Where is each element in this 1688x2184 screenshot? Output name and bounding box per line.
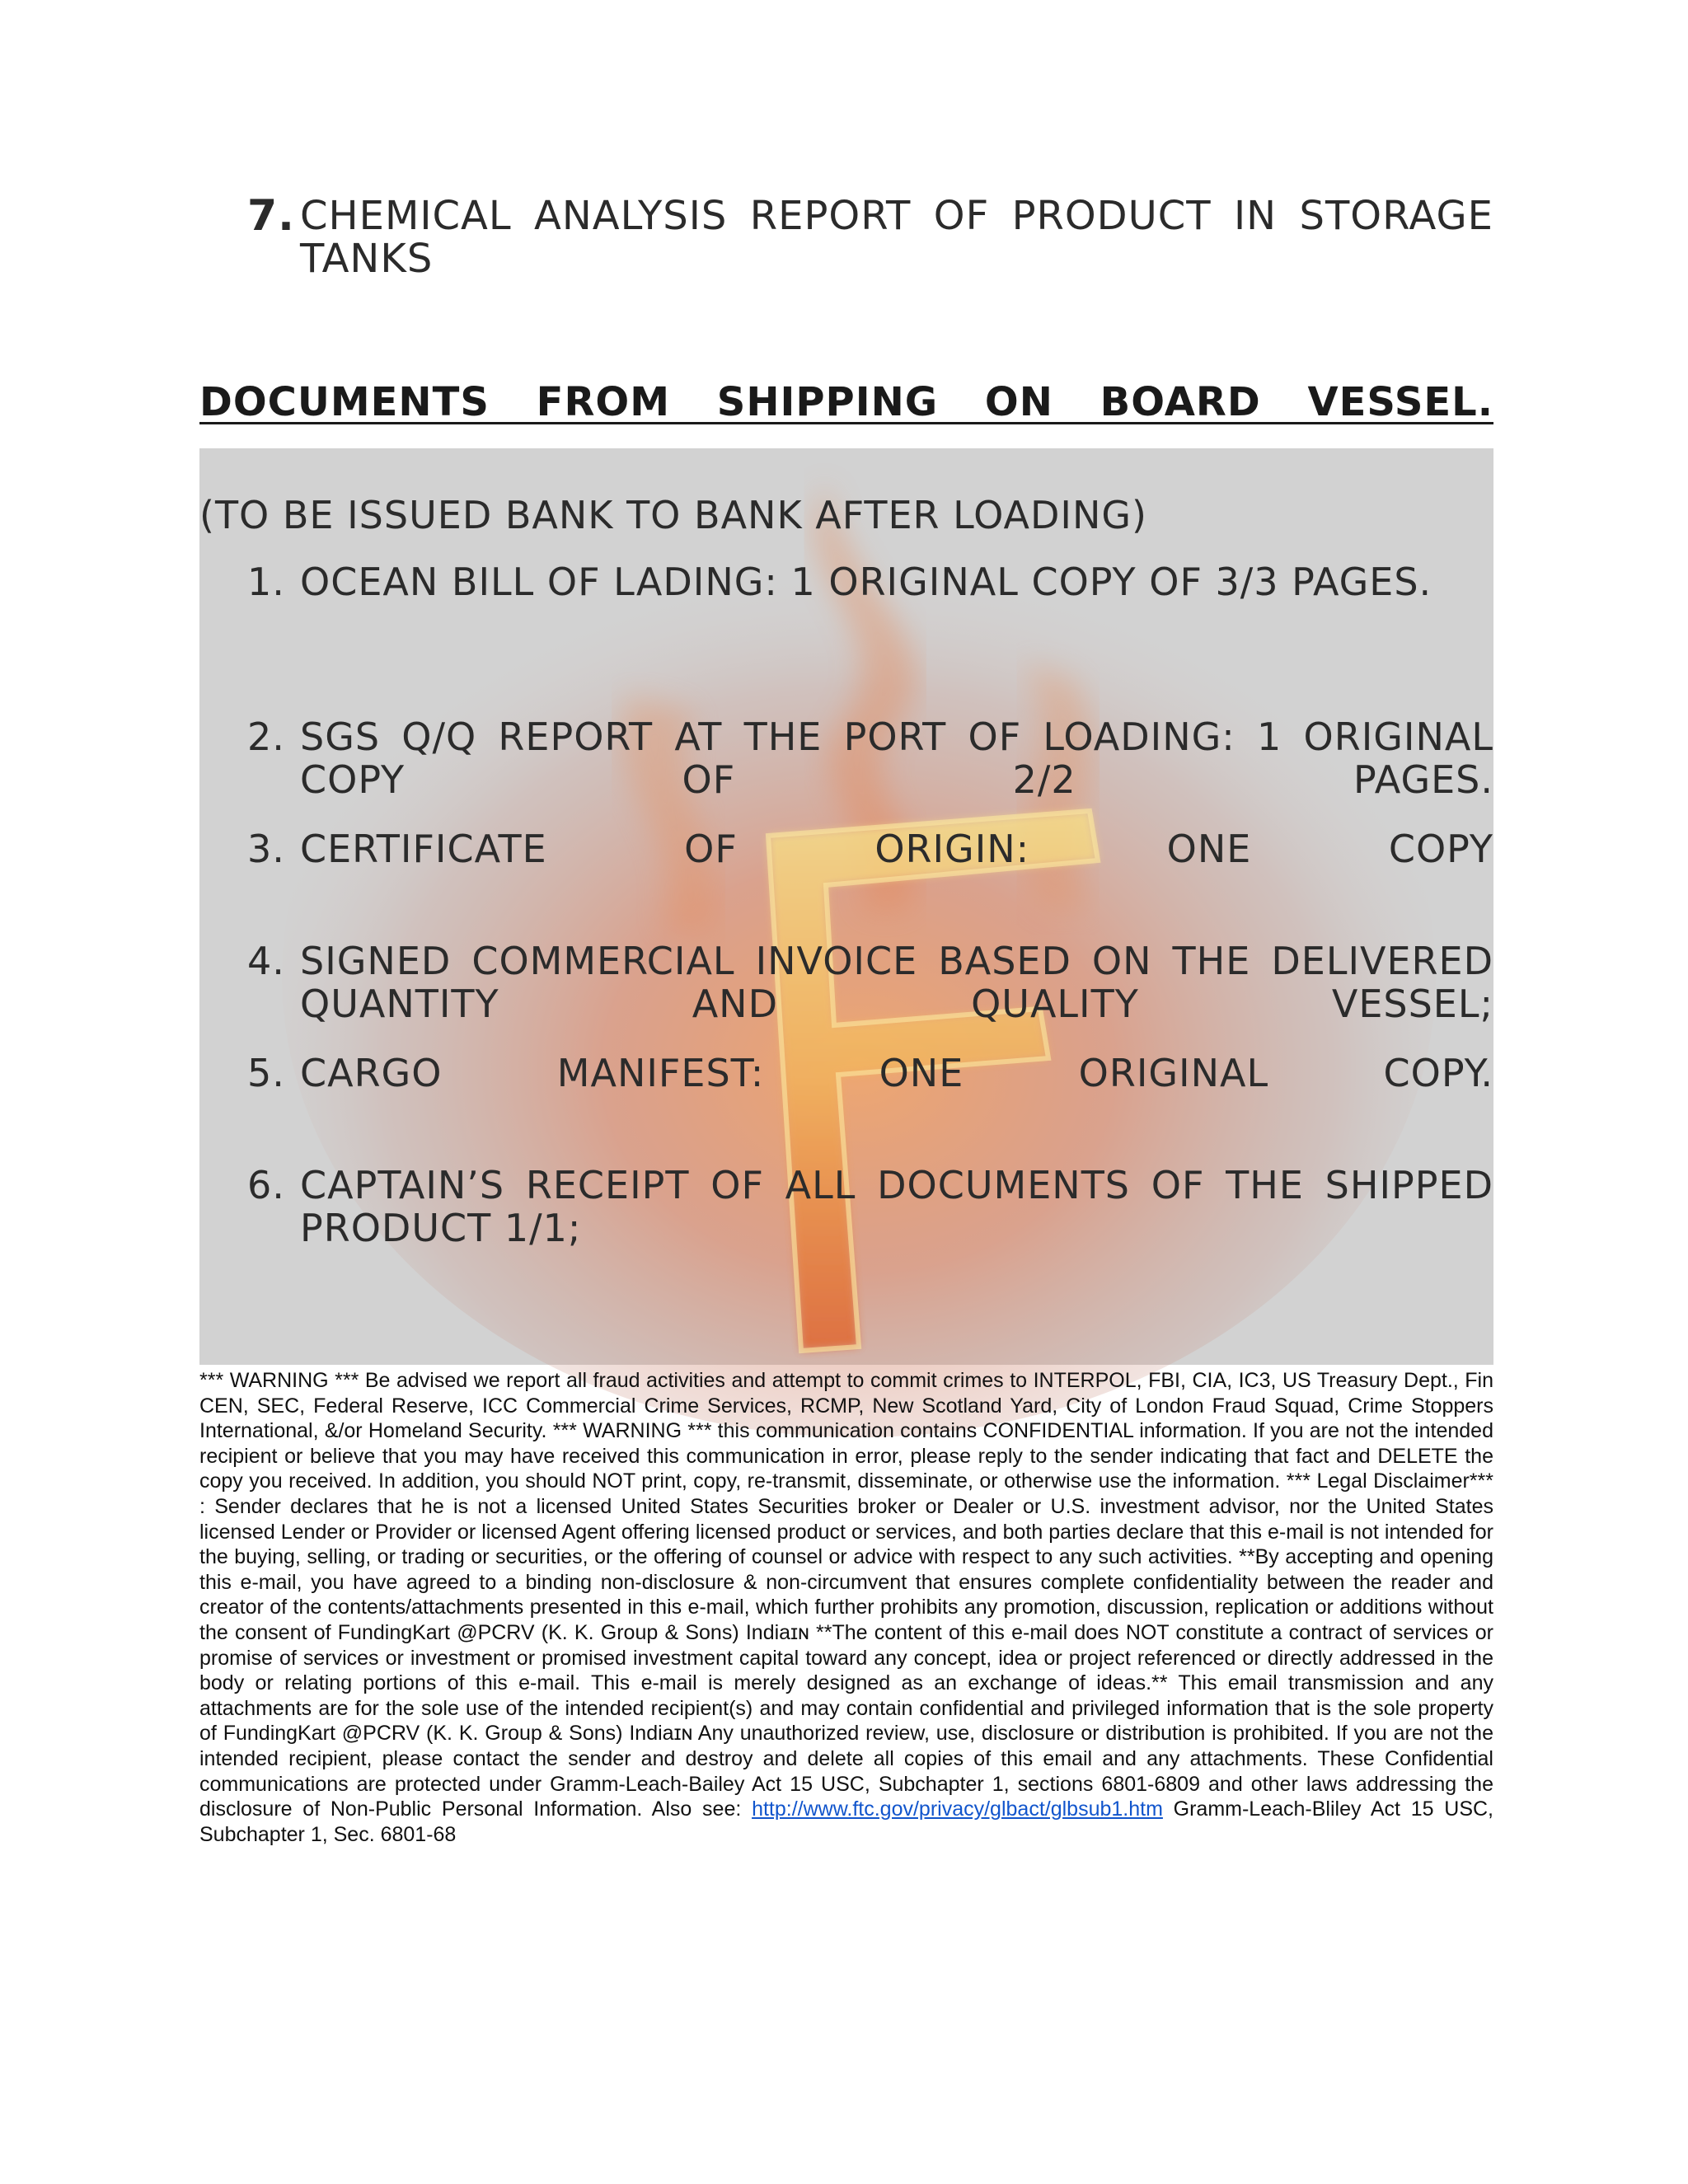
documents-panel-content xyxy=(199,448,1493,1365)
list-item-text: CHEMICAL ANALYSIS REPORT OF PRODUCT IN STORAGE TANKS xyxy=(300,193,1493,282)
list-item-number: 1. xyxy=(247,560,285,604)
list-item-number: 2. xyxy=(247,715,285,759)
list-item-text: CERTIFICATE OF ORIGIN: ONE COPY xyxy=(300,827,1493,871)
legal-disclaimer xyxy=(199,1368,1493,1847)
list-item xyxy=(247,940,1493,1025)
list-item-text: CAPTAIN’S RECEIPT OF ALL DOCUMENTS OF THE SHIPPED PRODUCT 1/1; xyxy=(300,1163,1493,1250)
list-item-text: CARGO MANIFEST: ONE ORIGINAL COPY. xyxy=(300,1051,1493,1095)
list-item-number: 5. xyxy=(247,1051,285,1095)
list-item xyxy=(247,1052,1493,1094)
list-item-number: 4. xyxy=(247,939,285,983)
panel-subtitle: (TO BE ISSUED BANK TO BANK AFTER LOADING) xyxy=(199,493,1147,537)
list-item-text: SGS Q/Q REPORT AT THE PORT OF LOADING: 1 ORIGINAL COPY OF 2/2 PAGES. xyxy=(300,715,1493,802)
list-item-text: SIGNED COMMERCIAL INVOICE BASED ON THE DELIVERED QUANTITY AND QUALITY VESSEL; xyxy=(300,939,1493,1026)
list-item xyxy=(247,1164,1493,1249)
list-item xyxy=(247,827,1493,870)
ftc-privacy-link[interactable]: http://www.ftc.gov/privacy/glbact/glbsub1.htm xyxy=(752,1797,1163,1821)
section-heading: DOCUMENTS FROM SHIPPING ON BOARD VESSEL. xyxy=(199,379,1493,425)
list-item-text: OCEAN BILL OF LADING: 1 ORIGINAL COPY OF 3/3 PAGES. xyxy=(300,560,1432,604)
list-item-number: 7. xyxy=(247,191,295,241)
disclaimer-text: *** WARNING *** Be advised we report all fraud activities and attempt to commit crimes to INTERPOL, FBI, CIA, IC3, US Treasury Dept., Fin CEN, SEC, Federal Reserve, ICC Commercial Crime Services, RCMP, New Scotland Yard, City of London Fraud Squad, Crime Stoppers International, &/or Homeland Security. *** WARNING *** this communication contains CONFIDENTIAL information. If you are not the intended recipient or believe that you may have received this communication in error, please reply to the sender indicating that fact and DELETE the copy you received. In addition, you should NOT print, copy, re-transmit, disseminate, or otherwise use the information. *** Legal Disclaimer*** : Sender declares that he is not a licensed United States Securities broker or Dealer or U.S. investment advisor, nor the United States licensed Lender or Provider or licensed Agent offering licensed product or services, and both parties declare that this e-mail is not intended for the buying, selling, or trading or securities, or the offering of counsel or advice with respect to any such activities. **By accepting and opening this e-mail, you have agreed to a binding non-disclosure & non-circumvent that ensures complete confidentiality between the reader and creator of the contents/attachments presented in this e-mail, which further prohibits any promotion, discussion, replication or additions without the consent of FundingKart @PCRV (K. K. Group & Sons) Indiaɪɴ **The content of this e-mail does NOT constitute a contract of services or promise of services or investment or promised investment capital toward any concept, idea or project referenced or directly addressed in the body or relating portions of this e-mail. This e-mail is merely designed as an exchange of ideas.** This email transmission and any attachments are for the sole use of the intended recipient(s) and may contain confidential and privileged information that is the sole property of FundingKart @PCRV (K. K. Group & Sons) Indiaɪɴ Any unauthorized review, use, disclosure or distribution is prohibited. If you are not the intended recipient, please contact the sender and destroy and delete all copies of this email and any attachments. These Confidential communications are protected under Gramm-Leach-Bailey Act 15 USC, Subchapter 1, sections 6801-6809 and other laws addressing the disclosure of Non-Public Personal Information. Also see: xyxy=(199,1369,1493,1821)
flame-letter-label: F xyxy=(117,359,122,368)
list-item-number: 6. xyxy=(247,1163,285,1207)
list-item-number: 3. xyxy=(247,827,285,871)
list-item-chemical-analysis xyxy=(247,191,1493,282)
disclaimer-tail-text: Gramm-Leach-Bliley Act 15 USC, Subchapter 1, Sec. 6801-68 xyxy=(199,1797,1493,1846)
list-item xyxy=(247,560,1493,603)
list-item xyxy=(247,715,1493,801)
